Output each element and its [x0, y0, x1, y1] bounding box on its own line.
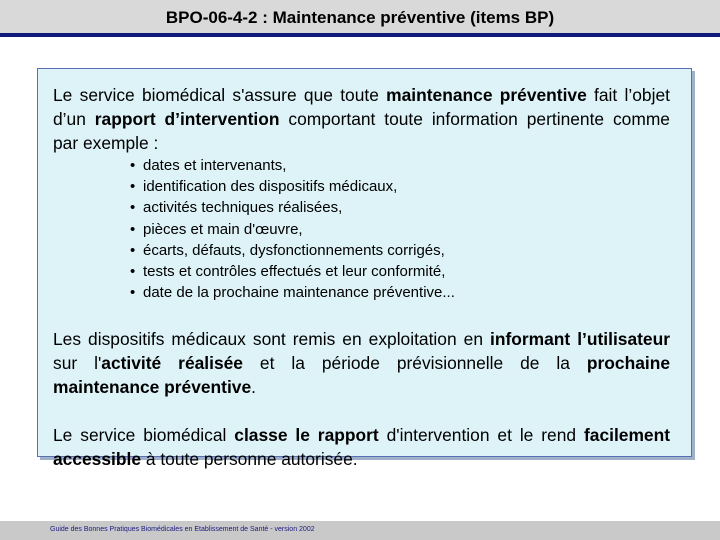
bullet-text: identification des dispositifs médicaux,: [143, 178, 398, 196]
bullet-text: tests et contrôles effectués et leur conformité,: [143, 263, 446, 281]
bullet-dot-icon: •: [130, 241, 136, 259]
bullet-item: [130, 155, 455, 176]
bullet-text: date de la prochaine maintenance préventive...: [143, 284, 455, 302]
bullet-text: activités techniques réalisées,: [143, 199, 343, 217]
bullet-item: [130, 197, 455, 218]
paragraph-text: à toute personne autorisée.: [141, 449, 358, 469]
emphasis-text: rapport d’intervention: [94, 109, 280, 129]
bullet-list: [130, 155, 455, 303]
bullet-dot-icon: •: [130, 178, 136, 196]
footer-bar: [0, 521, 720, 540]
paragraph-text: d'intervention et le rend: [378, 425, 584, 445]
content-panel: [37, 68, 692, 469]
slide-title: BPO-06-4-2 : Maintenance préventive (items BP): [165, 8, 555, 27]
intro-paragraph: [53, 83, 670, 155]
bullet-text: dates et intervenants,: [143, 157, 287, 174]
emphasis-text: classe le rapport: [234, 425, 379, 445]
paragraph-text: Les dispositifs médicaux sont remis en exploitation en: [53, 329, 491, 349]
bullet-item: [130, 240, 455, 261]
bullet-dot-icon: •: [130, 263, 136, 281]
emphasis-text: prochaine maintenance préventive: [53, 353, 670, 397]
bullet-dot-icon: •: [130, 157, 136, 174]
bullet-text: écarts, défauts, dysfonctionnements corrigés,: [143, 241, 445, 259]
title-bar: [0, 0, 720, 37]
bullet-dot-icon: •: [130, 199, 136, 217]
bullet-item: [130, 176, 455, 197]
emphasis-text: activité réalisée: [101, 353, 243, 373]
bullet-text: pièces et main d'œuvre,: [143, 220, 303, 238]
bullet-dot-icon: •: [130, 220, 136, 238]
bullet-dot-icon: •: [130, 284, 136, 302]
emphasis-text: informant l’utilisateur: [490, 329, 670, 349]
paragraph-text: Le service biomédical s'assure que toute: [53, 85, 387, 105]
emphasis-text: maintenance préventive: [386, 85, 587, 105]
emphasis-text: facilement accessible: [53, 425, 671, 469]
bullet-item: [130, 261, 455, 282]
bullet-item: [130, 219, 455, 240]
paragraph-text: et la période prévisionnelle de la: [242, 353, 587, 373]
footer-text: Guide des Bonnes Pratiques Biomédicales en Etablissement de Santé - version 2002: [50, 526, 315, 533]
bullet-item: [130, 282, 455, 303]
return-to-service-paragraph: [53, 327, 670, 399]
paragraph-text: .: [251, 377, 256, 397]
paragraph-text: sur l': [53, 353, 102, 373]
paragraph-text: Le service biomédical: [53, 425, 235, 445]
paragraph-text: fait l’objet d’un: [53, 85, 670, 129]
report-filing-paragraph: [53, 423, 670, 471]
paragraph-text: comportant toute information pertinente comme par exemple :: [53, 109, 670, 153]
